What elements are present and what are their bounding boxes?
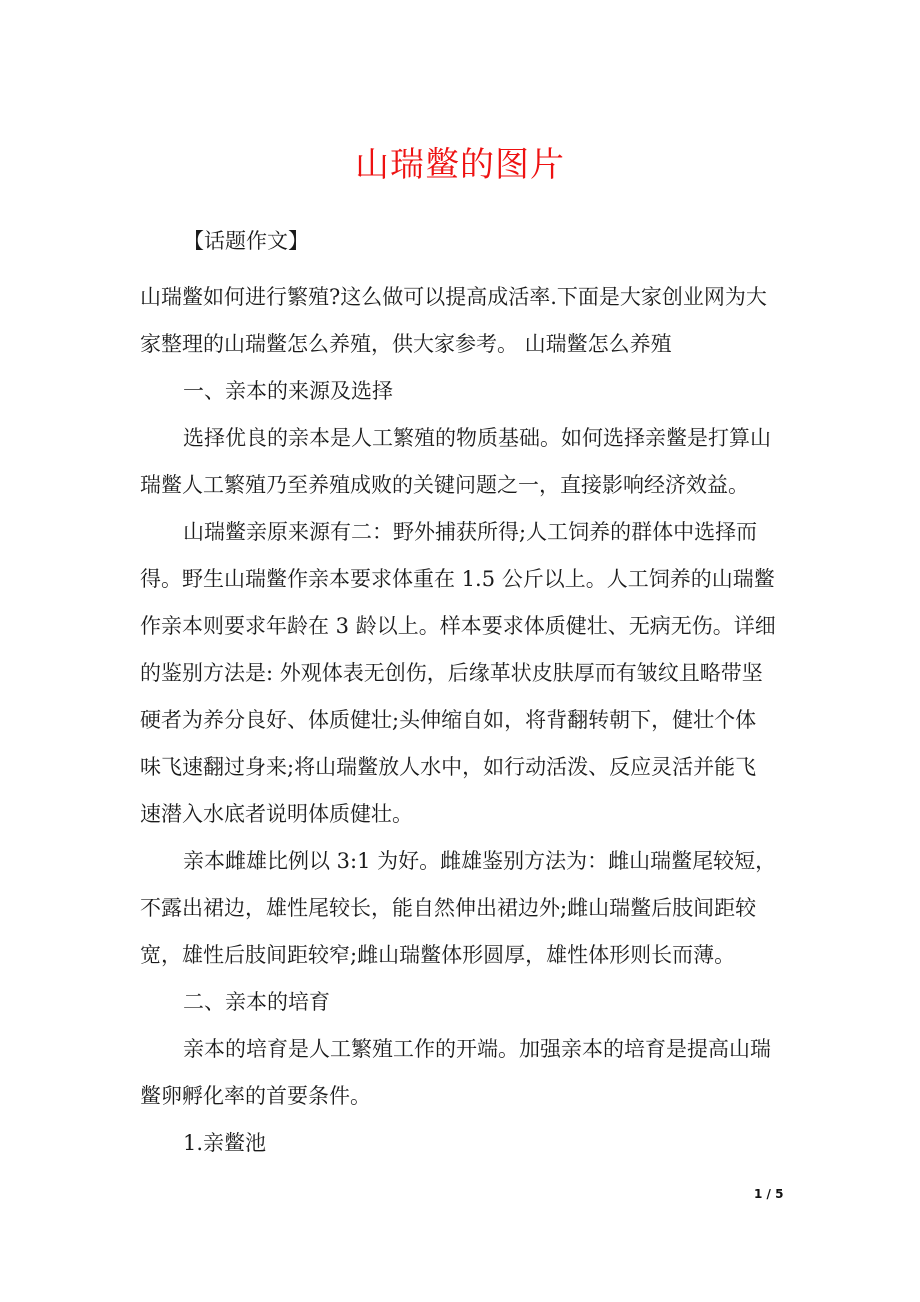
paragraph-line: 选择优良的亲本是人工繁殖的物质基础。如何选择亲鳖是打算山 (183, 426, 771, 450)
paragraph-line: 不露出裙边，雄性尾较长，能自然伸出裙边外;雌山瑞鳖后肢间距较 (140, 896, 757, 920)
paragraph-line: 硬者为养分良好、体质健壮;头伸缩自如，将背翻转朝下，健壮个体 (140, 708, 757, 732)
paragraph-line: 鳖卵孵化率的首要条件。 (140, 1084, 371, 1108)
page-number: 1 / 5 (754, 1187, 784, 1201)
document-title: 山瑞鳖的图片 (355, 145, 565, 185)
paragraph-line: 家整理的山瑞鳖怎么养殖，供大家参考。 山瑞鳖怎么养殖 (140, 332, 672, 356)
paragraph-line: 的鉴别方法是: 外观体表无创伤，后缘革状皮肤厚而有皱纹且略带坚 (140, 661, 763, 685)
paragraph-line: 亲本的培育是人工繁殖工作的开端。加强亲本的培育是提高山瑞 (183, 1037, 771, 1061)
paragraph-line: 山瑞鳖如何进行繁殖?这么做可以提高成活率.下面是大家创业网为大 (140, 285, 767, 309)
paragraph-line: 亲本雌雄比例以 3:1 为好。雌雄鉴别方法为：雌山瑞鳖尾较短， (183, 849, 777, 873)
paragraph-line: 得。野生山瑞鳖作亲本要求体重在 1.5 公斤以上。人工饲养的山瑞鳖 (140, 567, 775, 591)
section-heading-2: 二、亲本的培育 (183, 990, 330, 1014)
paragraph-line: 作亲本则要求年龄在 3 龄以上。样本要求体质健壮、无病无伤。详细 (140, 614, 776, 638)
section-heading-1: 一、亲本的来源及选择 (183, 379, 393, 403)
paragraph-line: 味飞速翻过身来;将山瑞鳖放人水中，如行动活泼、反应灵活并能飞 (140, 755, 757, 779)
topic-tag: 【话题作文】 (183, 229, 309, 253)
subsection-heading: 1.亲鳖池 (183, 1131, 267, 1155)
paragraph-line: 速潜入水底者说明体质健壮。 (140, 802, 413, 826)
paragraph-line: 宽，雄性后肢间距较窄;雌山瑞鳖体形圆厚，雄性体形则长而薄。 (140, 943, 736, 967)
paragraph-line: 山瑞鳖亲原来源有二：野外捕获所得;人工饲养的群体中选择而 (183, 520, 758, 544)
paragraph-line: 瑞鳖人工繁殖乃至养殖成败的关键问题之一，直接影响经济效益。 (140, 473, 749, 497)
